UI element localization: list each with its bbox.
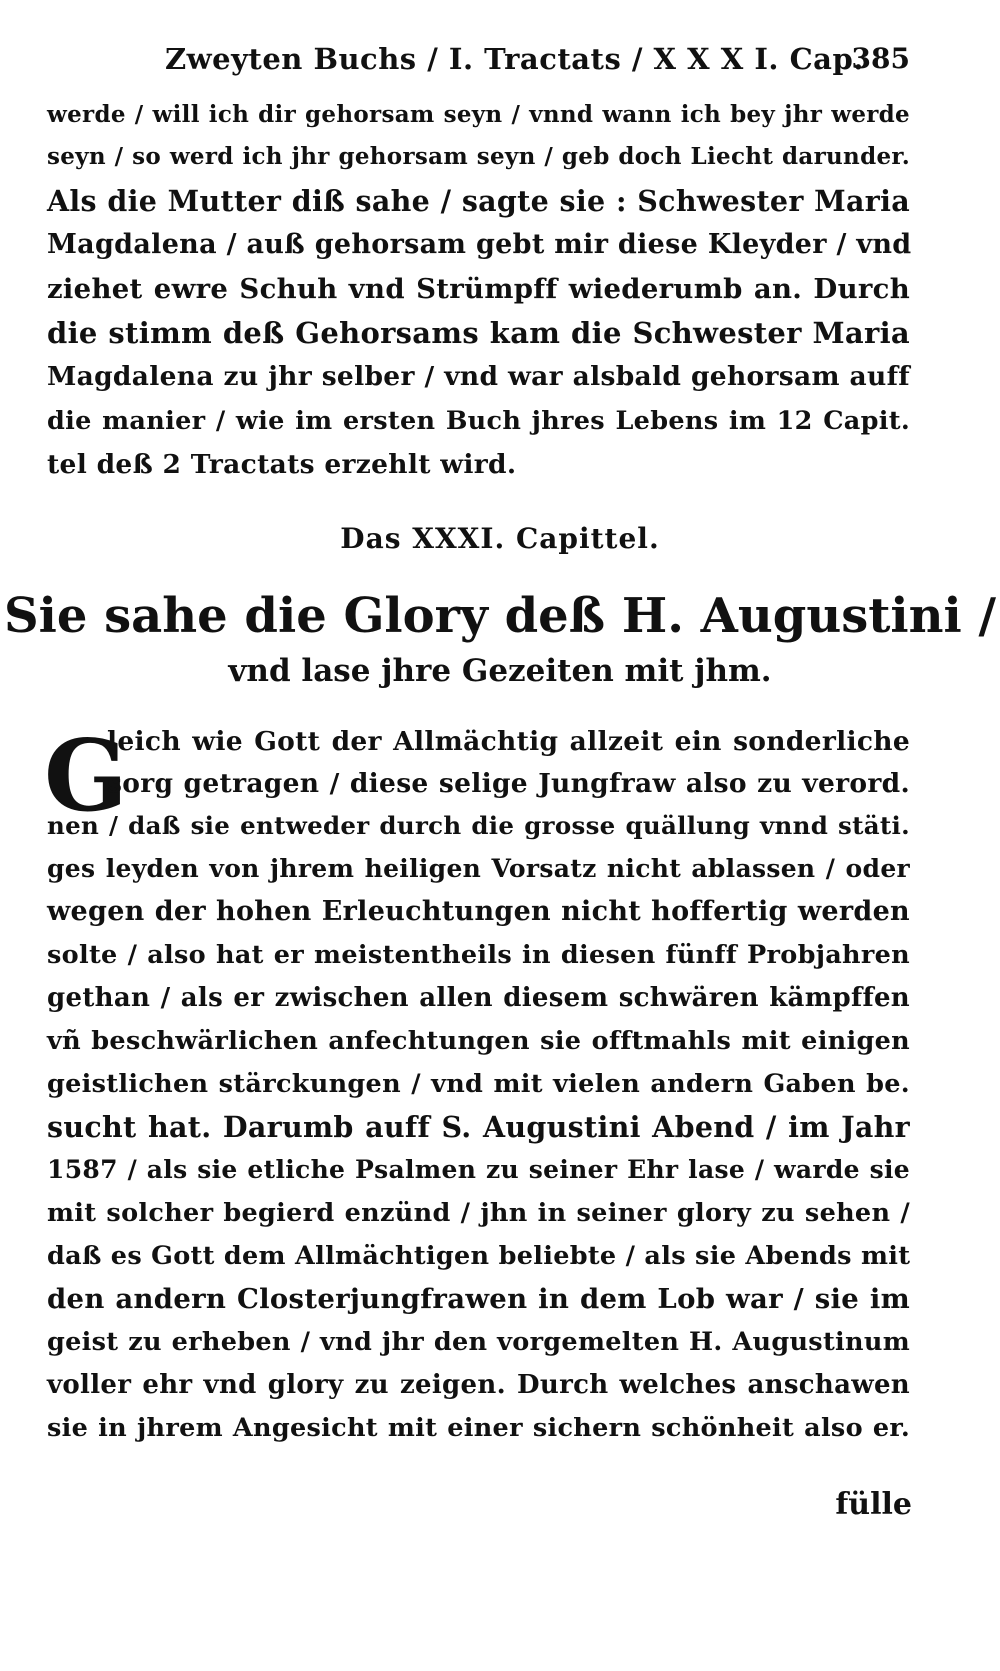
text-line: gethan / als er zwischen allen diesem schwären kämpffen	[47, 983, 910, 1013]
text-line: geist zu erheben / vnd jhr den vorgemelten H. Augustinum	[47, 1327, 910, 1357]
text-line: wegen der hohen Erleuchtungen nicht hoffertig werden	[47, 896, 910, 927]
page-header	[165, 42, 910, 82]
text-line: ges leyden von jhrem heiligen Vorsatz nicht ablassen / oder	[47, 854, 910, 883]
text-line: sorg getragen / diese selige Jungfraw also zu verord.	[107, 768, 910, 799]
text-line: tel deß 2 Tractats erzehlt wird.	[47, 449, 517, 480]
text-line: werde / will ich dir gehorsam seyn / vnnd wann ich bey jhr werde	[47, 101, 910, 128]
text-line: vñ beschwärlichen anfechtungen sie offtmahls mit einigen	[47, 1026, 910, 1056]
text-line: sie in jhrem Angesicht mit einer sichern schönheit also er.	[47, 1413, 910, 1443]
catchword: fülle	[835, 1487, 912, 1522]
text-line: ziehet ewre Schuh vnd Strümpff wiederumb an. Durch	[47, 273, 910, 305]
text-line: Magdalena / auß gehorsam gebt mir diese Kleyder / vnd	[47, 229, 912, 260]
text-line: geistlichen stärckungen / vnd mit vielen andern Gaben be.	[47, 1069, 910, 1099]
text-line: 1587 / als sie etliche Psalmen zu seiner Ehr lase / warde sie	[47, 1155, 910, 1184]
text-line: die manier / wie im ersten Buch jhres Lebens im 12 Capit.	[47, 406, 910, 436]
page-number: 385	[851, 42, 910, 75]
text-line: nen / daß sie entweder durch die grosse quällung vnnd stäti.	[47, 811, 910, 840]
text-line: sucht hat. Darumb auff S. Augustini Abend / im Jahr	[47, 1110, 910, 1144]
text-line: daß es Gott dem Allmächtigen beliebte / als sie Abends mit	[47, 1241, 911, 1271]
chapter-label: Das XXXI. Capittel.	[340, 522, 660, 555]
text-line: Magdalena zu jhr selber / vnd war alsbald gehorsam auff	[47, 361, 910, 392]
text-line: seyn / so werd ich jhr gehorsam seyn / geb doch Liecht darunder.	[47, 143, 910, 170]
chapter-subtitle: vnd lase jhre Gezeiten mit jhm.	[228, 653, 772, 689]
text-line: mit solcher begierd enzünd / jhn in seiner glory zu sehen /	[47, 1198, 910, 1228]
drop-cap-initial: G	[44, 719, 128, 834]
text-line: den andern Closterjungfrawen in dem Lob war / sie im	[47, 1283, 910, 1315]
text-line: die stimm deß Gehorsams kam die Schwester Maria	[47, 316, 910, 350]
text-line: solte / also hat er meistentheils in diesen fünff Probjahren	[47, 940, 910, 970]
text-line: leich wie Gott der Allmächtig allzeit ein sonderliche	[107, 726, 910, 757]
running-head: Zweyten Buchs / I. Tractats / X X X I. Cap.	[165, 42, 864, 76]
text-line: voller ehr vnd glory zu zeigen. Durch welches anschawen	[47, 1370, 910, 1400]
text-line: Als die Mutter diß sahe / sagte sie : Schwester Maria	[47, 184, 910, 218]
chapter-title: Sie sahe die Glory deß H. Augustini /	[3, 588, 997, 644]
